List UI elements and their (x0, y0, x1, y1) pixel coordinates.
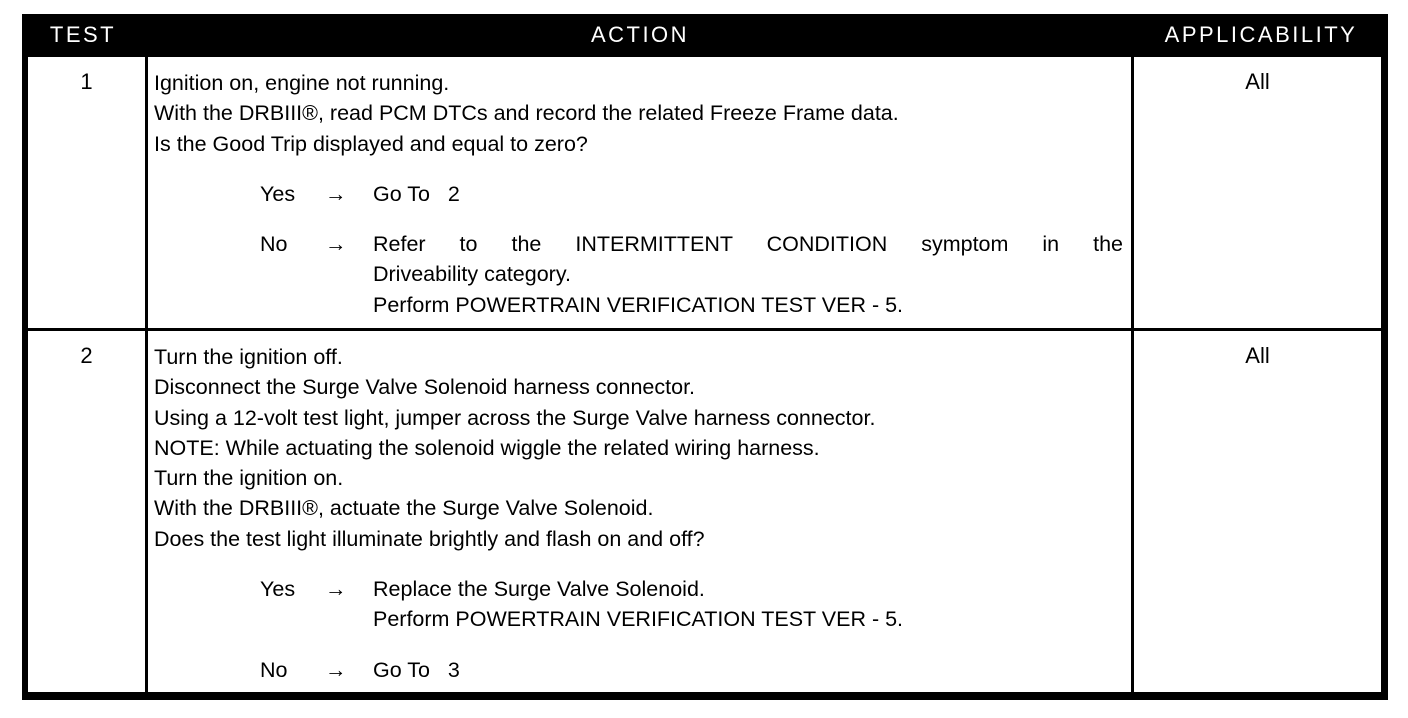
yes-label: Yes (260, 181, 296, 206)
action-cell-1 (148, 57, 1131, 328)
instruction-line: NOTE: While actuating the solenoid wiggle the related wiring harness. (154, 435, 820, 460)
applicability-cell-2 (1134, 331, 1381, 692)
instruction-line: Is the Good Trip displayed and equal to zero? (154, 131, 588, 156)
instruction-line: Using a 12-volt test light, jumper across the Surge Valve harness connector. (154, 405, 876, 430)
header-test: TEST (49, 22, 117, 47)
applicability-cell-1 (1134, 57, 1381, 328)
test-number: 1 (80, 69, 93, 94)
diagnostic-table (22, 14, 1388, 700)
outcome-line: Go To 2 (373, 181, 460, 206)
applicability-value: All (1245, 343, 1270, 368)
instruction-line: With the DRBIII®, read PCM DTCs and record the related Freeze Frame data. (154, 101, 899, 126)
no-label: No (260, 232, 288, 257)
action-cell-2 (148, 331, 1131, 692)
header-action: ACTION (590, 22, 690, 47)
outcome-line: Perform POWERTRAIN VERIFICATION TEST VER - 5. (373, 607, 904, 632)
instruction-line: Disconnect the Surge Valve Solenoid harness connector. (154, 375, 696, 400)
arrow-right-icon: → (325, 232, 347, 257)
no-outcome (154, 655, 1123, 685)
test-cell-2 (28, 331, 145, 692)
table-header (22, 14, 1388, 56)
test-cell-1 (28, 57, 145, 328)
arrow-right-icon: → (325, 181, 347, 206)
arrow-right-icon: → (325, 657, 347, 682)
outcome-line: Go To 3 (373, 657, 460, 682)
instruction-line: Does the test light illuminate brightly and flash on and off? (154, 526, 705, 551)
yes-outcome (154, 179, 1123, 209)
instruction-line: Ignition on, engine not running. (154, 71, 450, 95)
instruction-line: With the DRBIII®, actuate the Surge Valve Solenoid. (154, 496, 654, 521)
yes-outcome (154, 574, 1123, 635)
yes-label: Yes (260, 577, 296, 602)
outcome-line: Driveability category. (373, 262, 571, 287)
outcome-line: Refer to the INTERMITTENT CONDITION symptom in the (373, 232, 1123, 257)
instruction-line: Turn the ignition off. (154, 345, 343, 369)
instruction-line: Turn the ignition on. (154, 466, 344, 491)
outcome-line: Replace the Surge Valve Solenoid. (373, 577, 705, 602)
header-applicability: APPLICABILITY (1164, 22, 1358, 47)
arrow-right-icon: → (325, 577, 347, 602)
applicability-value: All (1245, 69, 1270, 94)
no-outcome (154, 229, 1123, 320)
outcome-line: Perform POWERTRAIN VERIFICATION TEST VER - 5. (373, 292, 904, 317)
test-number: 2 (80, 343, 93, 368)
no-label: No (260, 657, 288, 682)
